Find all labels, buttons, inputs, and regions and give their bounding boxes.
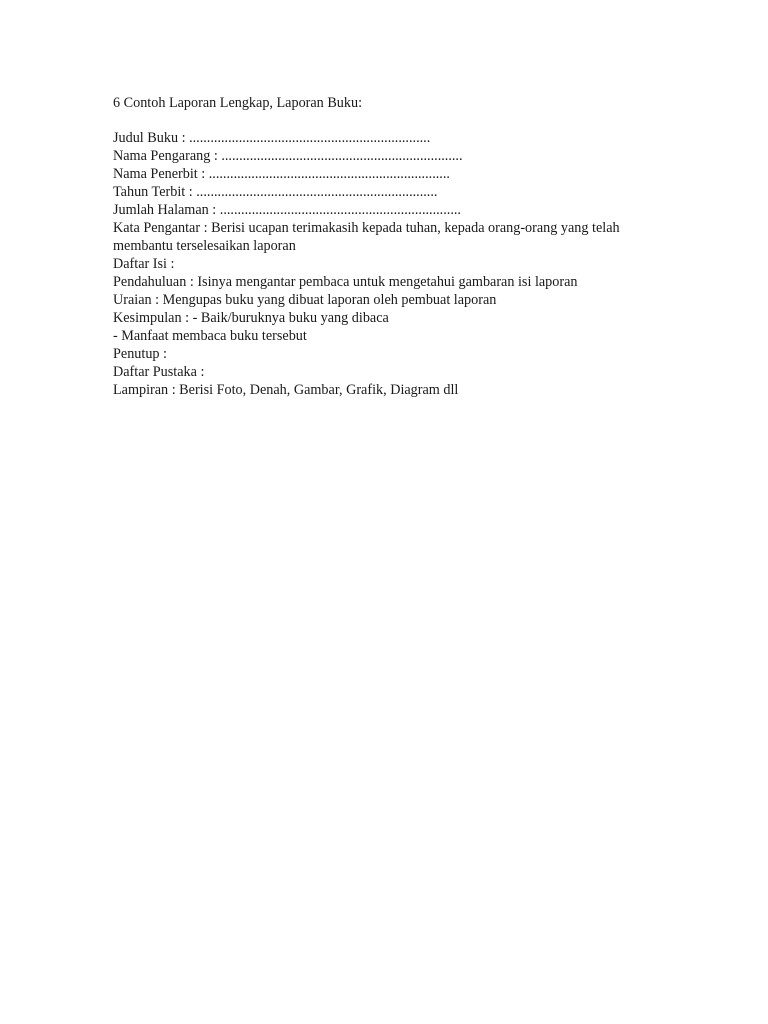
document-body [113, 129, 673, 399]
line-pendahuluan: Pendahuluan : Isinya mengantar pembaca untuk mengetahui gambaran isi laporan [113, 274, 578, 290]
line-kesimpulan: Kesimpulan : - Baik/buruknya buku yang dibaca [113, 310, 389, 326]
document-title: 6 Contoh Laporan Lengkap, Laporan Buku: [113, 95, 363, 111]
line-jumlah-halaman: Jumlah Halaman : .................................................................... [113, 202, 461, 218]
line-tahun-terbit: Tahun Terbit : .................................................................... [113, 184, 438, 200]
line-penutup: Penutup : [113, 346, 167, 362]
line-kata-pengantar: Kata Pengantar : Berisi ucapan terimakasih kepada tuhan, kepada orang-orang yang telah membantu terselesaikan laporan [113, 220, 620, 254]
line-uraian: Uraian : Mengupas buku yang dibuat laporan oleh pembuat laporan [113, 292, 497, 308]
line-daftar-isi: Daftar Isi : [113, 256, 175, 272]
line-nama-pengarang: Nama Pengarang : .................................................................... [113, 148, 463, 164]
line-lampiran: Lampiran : Berisi Foto, Denah, Gambar, Grafik, Diagram dll [113, 382, 459, 398]
line-nama-penerbit: Nama Penerbit : .................................................................... [113, 166, 450, 182]
line-daftar-pustaka: Daftar Pustaka : [113, 364, 205, 380]
line-judul-buku: Judul Buku : .................................................................... [113, 130, 431, 146]
line-manfaat: - Manfaat membaca buku tersebut [113, 328, 307, 344]
